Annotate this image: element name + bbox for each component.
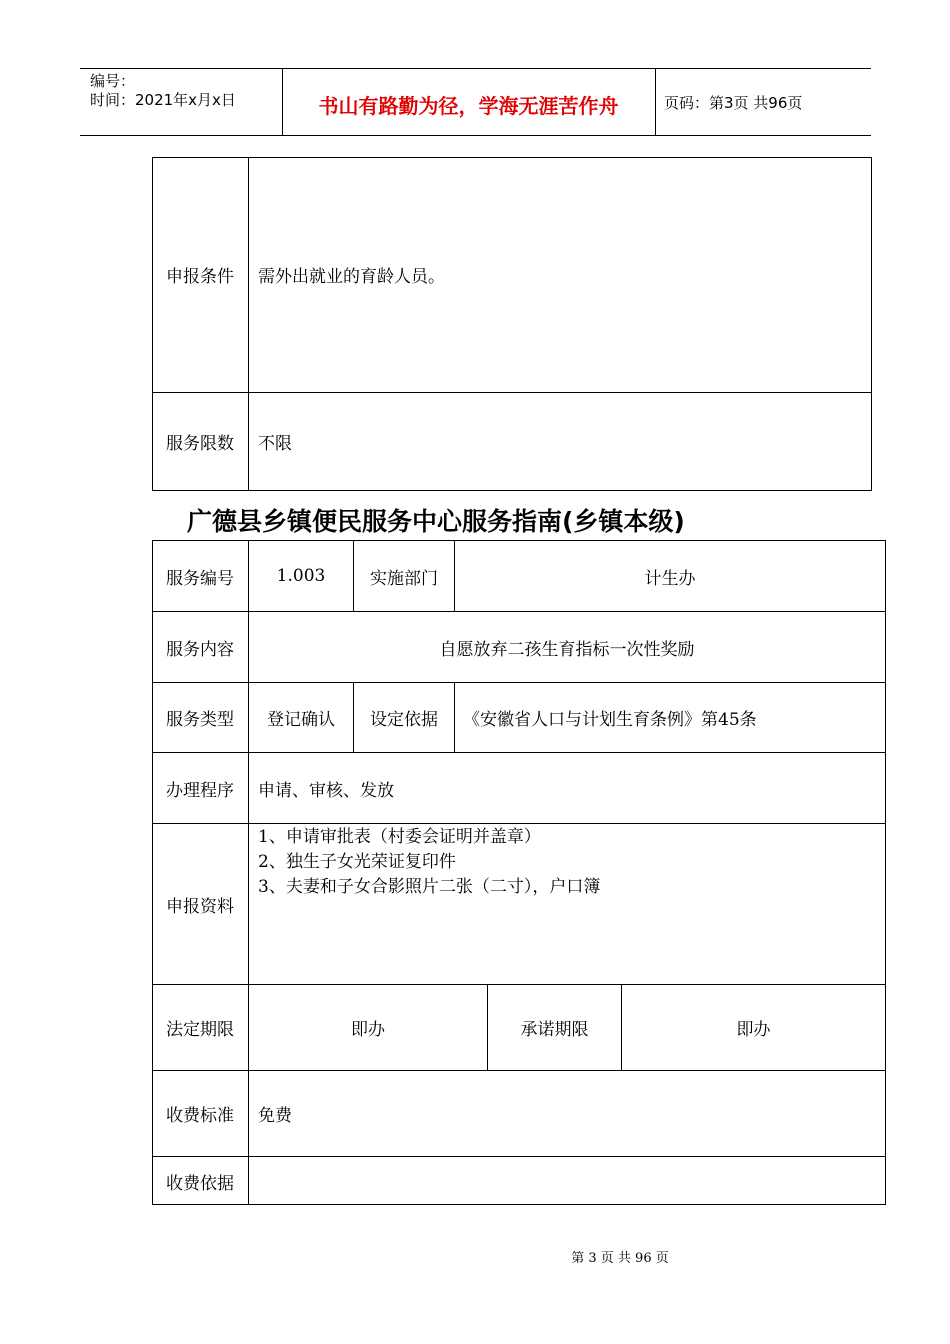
promise-limit-value: 即办 xyxy=(736,1020,771,1040)
type-label: 服务类型 xyxy=(166,710,234,730)
header-number: 编号： xyxy=(90,72,136,90)
promise-limit-label: 承诺期限 xyxy=(520,1020,589,1040)
header-time: 时间：2021年x月x日 xyxy=(90,91,236,109)
page-footer xyxy=(0,1247,950,1266)
header-page: 页码：第3页 共96页 xyxy=(664,94,803,112)
page-title: 广德县乡镇便民服务中心服务指南(乡镇本级) xyxy=(187,507,685,536)
materials-item: 1、申请审批表（村委会证明并盖章） xyxy=(258,827,541,847)
basis-label: 设定依据 xyxy=(370,710,438,730)
dept-label: 实施部门 xyxy=(370,568,438,589)
content-value: 自愿放弃二孩生育指标一次性奖励 xyxy=(439,639,695,660)
condition-label: 申报条件 xyxy=(166,267,234,287)
fee-value: 免费 xyxy=(258,1106,292,1126)
materials-list xyxy=(258,825,878,900)
footer-page-number: 第 3 页 共 96 页 xyxy=(571,1251,669,1266)
legal-limit-value: 即办 xyxy=(351,1020,385,1040)
procedure-label: 办理程序 xyxy=(166,780,234,801)
header-motto: 书山有路勤为径，学海无涯苦作舟 xyxy=(318,94,619,118)
materials-label: 申报资料 xyxy=(166,896,234,917)
service-no-label: 服务编号 xyxy=(166,568,234,589)
fee-basis-label: 收费依据 xyxy=(166,1173,234,1194)
materials-item: 3、夫妻和子女合影照片二张（二寸），户口簿 xyxy=(258,877,601,897)
content-label: 服务内容 xyxy=(166,639,234,660)
limit-value: 不限 xyxy=(258,434,292,454)
legal-limit-label: 法定期限 xyxy=(166,1020,234,1040)
fee-basis-value xyxy=(249,1157,885,1205)
condition-value: 需外出就业的育龄人员。 xyxy=(258,267,445,287)
dept-value: 计生办 xyxy=(644,568,696,589)
type-value: 登记确认 xyxy=(267,710,335,730)
basis-value: 《安徽省人口与计划生育条例》第45条 xyxy=(463,710,757,730)
fee-label: 收费标准 xyxy=(166,1106,234,1126)
procedure-value: 申请、审核、发放 xyxy=(258,780,394,801)
materials-item: 2、独生子女光荣证复印件 xyxy=(258,852,456,872)
limit-label: 服务限数 xyxy=(166,434,234,454)
service-no-value: 1.003 xyxy=(276,566,326,586)
